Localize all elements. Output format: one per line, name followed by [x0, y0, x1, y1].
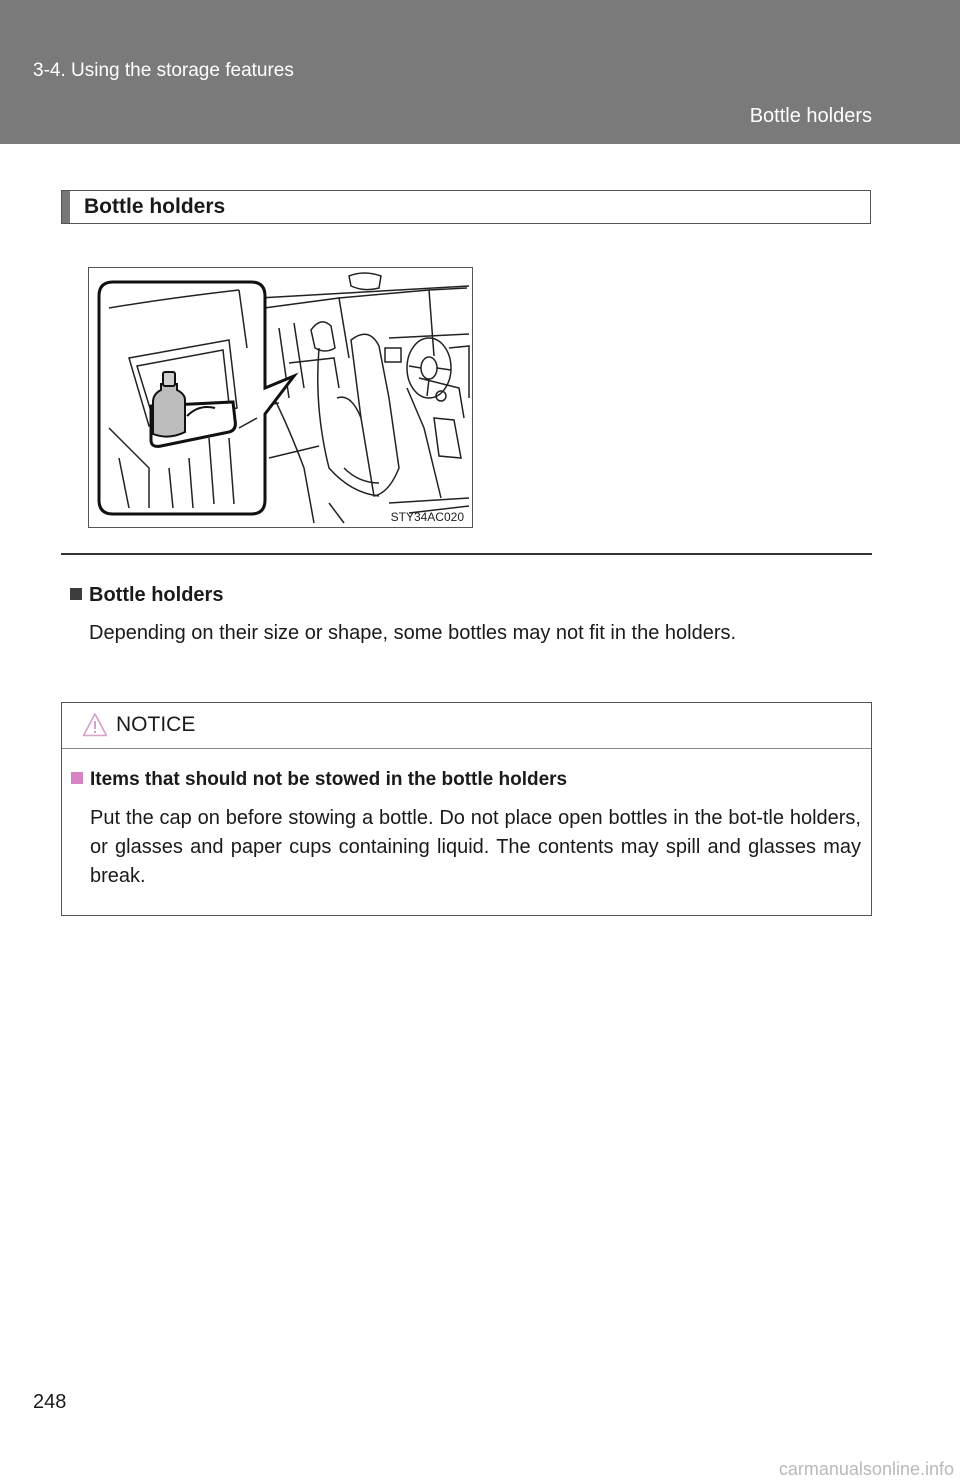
header-section-title: 3-4. Using the storage features — [33, 60, 294, 81]
note-heading-text: Bottle holders — [89, 584, 224, 606]
page-header — [0, 0, 960, 144]
note-heading — [70, 584, 223, 607]
warning-triangle-icon — [82, 712, 108, 738]
section-divider — [61, 553, 872, 555]
notice-title: NOTICE — [116, 713, 196, 736]
notice-header — [62, 703, 871, 749]
header-topic-title: Bottle holders — [749, 105, 872, 127]
notice-box — [61, 702, 872, 916]
black-square-icon — [70, 588, 82, 600]
figure-code: STY34AC020 — [390, 510, 464, 524]
notice-item-heading — [71, 769, 567, 791]
section-title-box — [61, 190, 871, 224]
bottle-holder-illustration — [88, 267, 473, 528]
notice-item-heading-text: Items that should not be stowed in the bottle holders — [90, 769, 568, 790]
pink-square-icon — [71, 772, 83, 784]
note-body: Depending on their size or shape, some bottles may not fit in the holders. — [89, 622, 737, 644]
watermark: carmanualsonline.info — [778, 1459, 954, 1479]
page-number: 248 — [33, 1391, 67, 1413]
notice-item-body: Put the cap on before stowing a bottle. Do not place open bottles in the bot-tle holders, or glasses and paper cups containing liquid. The contents may spill and glasses may break. — [90, 807, 861, 887]
car-interior-drawing — [89, 268, 473, 528]
section-title: Bottle holders — [84, 195, 226, 218]
section-title-tab — [62, 191, 70, 223]
